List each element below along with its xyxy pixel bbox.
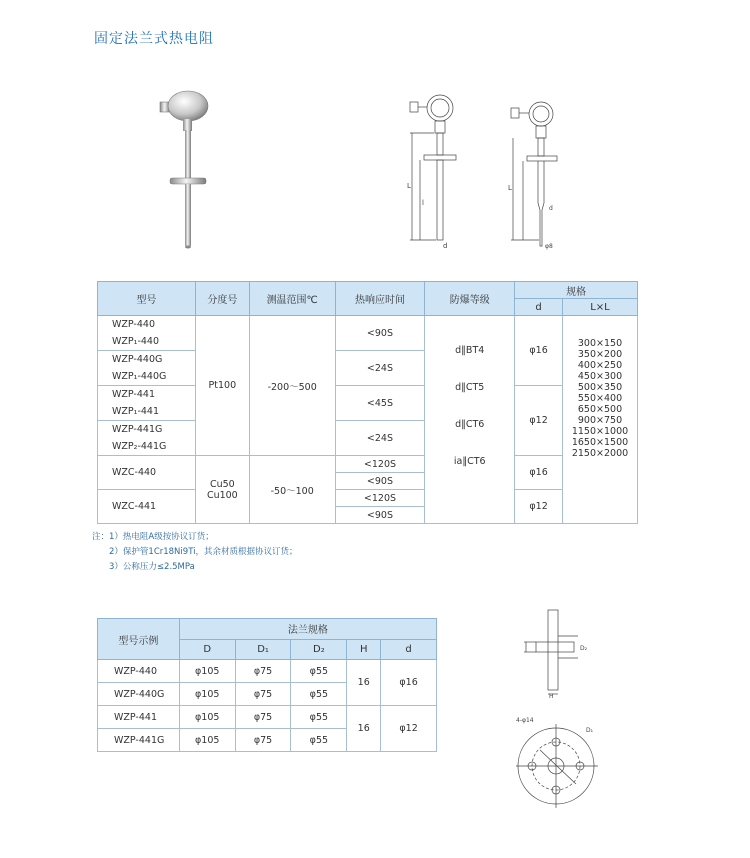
header-response: 热响应时间 <box>335 282 425 316</box>
header-D2: D₂ <box>291 639 347 660</box>
flange-table <box>97 618 437 752</box>
h-cell: 16 <box>347 660 381 706</box>
header-division: 分度号 <box>195 282 249 316</box>
header-D: D <box>179 639 235 660</box>
division-pt: Pt100 <box>195 316 249 456</box>
division-cu: Cu50 Cu100 <box>195 456 249 524</box>
response-cell: <24S <box>335 421 425 456</box>
table-cell-model: WZP-440 WZP₁-440 <box>98 316 196 351</box>
dim-d2-label: d <box>549 205 553 212</box>
note-1: 注：1）热电阻A级按协议订货； <box>92 532 214 542</box>
header-flange: 法兰规格 <box>179 619 436 640</box>
lxl-cell: 300×150 350×200 400×250 450×300 500×350 550×400 650×500 900×750 1150×1000 1650×1500 2150×2000 <box>563 316 638 524</box>
dim-phi8-label: φ8 <box>545 243 553 250</box>
table-cell-model: WZP-441G WZP₂-441G <box>98 421 196 456</box>
dim-L-label: L <box>407 182 411 190</box>
flange-side-drawing <box>518 606 598 698</box>
d-cell: φ16 <box>515 456 563 490</box>
table-cell-model: WZC-441 <box>98 490 196 524</box>
flange-front-drawing <box>514 714 604 810</box>
header-explosion: 防爆等级 <box>425 282 515 316</box>
d-cell: φ12 <box>381 706 437 752</box>
response-cell: <90S <box>335 316 425 351</box>
table-cell-model: WZC-440 <box>98 456 196 490</box>
dim-d-label: d <box>443 242 448 250</box>
dimension-drawing-440g <box>505 98 567 256</box>
range-cu: -50～100 <box>249 456 335 524</box>
header-D1: D₁ <box>235 639 291 660</box>
header-H: H <box>347 639 381 660</box>
d-cell: φ12 <box>515 386 563 456</box>
d-cell: φ12 <box>515 490 563 524</box>
range-pt: -200～500 <box>249 316 335 456</box>
table-row: WZP-440 φ105 φ75 φ55 16 φ16 <box>98 660 437 683</box>
response-cell: <120S <box>335 456 425 473</box>
response-cell: <24S <box>335 351 425 386</box>
dim-l-label: l <box>422 199 424 207</box>
note-2: 2）保护管1Cr18Ni9Ti，其余材质根据协议订货； <box>109 547 298 557</box>
dim-D2-label: D₂ <box>580 645 588 652</box>
header-d: d <box>381 639 437 660</box>
h-cell: 16 <box>347 706 381 752</box>
spec-table <box>97 281 638 524</box>
dim-L2-label: L <box>508 184 512 192</box>
header-lxl: L×L <box>563 299 638 316</box>
dim-holes-label: 4-φ14 <box>516 717 534 724</box>
table-cell-model: WZP-440G WZP₁-440G <box>98 351 196 386</box>
d-cell: φ16 <box>515 316 563 386</box>
dim-D1-label: D₁ <box>586 727 594 734</box>
header-model: 型号 <box>98 282 196 316</box>
dim-H-label: H <box>549 693 554 698</box>
table-row: WZP-441G φ105 φ75 φ55 <box>98 729 437 752</box>
d-cell: φ16 <box>381 660 437 706</box>
table-row: WZP-440G φ105 φ75 φ55 <box>98 683 437 706</box>
product-photo <box>150 84 230 254</box>
response-cell: <120S <box>335 490 425 507</box>
response-cell: <45S <box>335 386 425 421</box>
header-range: 测温范围℃ <box>249 282 335 316</box>
page-title: 固定法兰式热电阻 <box>94 31 214 47</box>
explosion-cell: d‖BT4 d‖CT5 d‖CT6 ia‖CT6 <box>425 316 515 524</box>
response-cell: <90S <box>335 473 425 490</box>
table-row: WZP-441 φ105 φ75 φ55 16 φ12 <box>98 706 437 729</box>
note-3: 3）公称压力≤2.5MPa <box>109 562 195 572</box>
header-model-example: 型号示例 <box>98 619 180 660</box>
header-spec: 规格 <box>515 282 638 299</box>
table-cell-model: WZP-441 WZP₁-441 <box>98 386 196 421</box>
header-d: d <box>515 299 563 316</box>
notes <box>92 530 297 575</box>
response-cell: <90S <box>335 507 425 524</box>
dimension-drawing-440 <box>398 90 478 256</box>
